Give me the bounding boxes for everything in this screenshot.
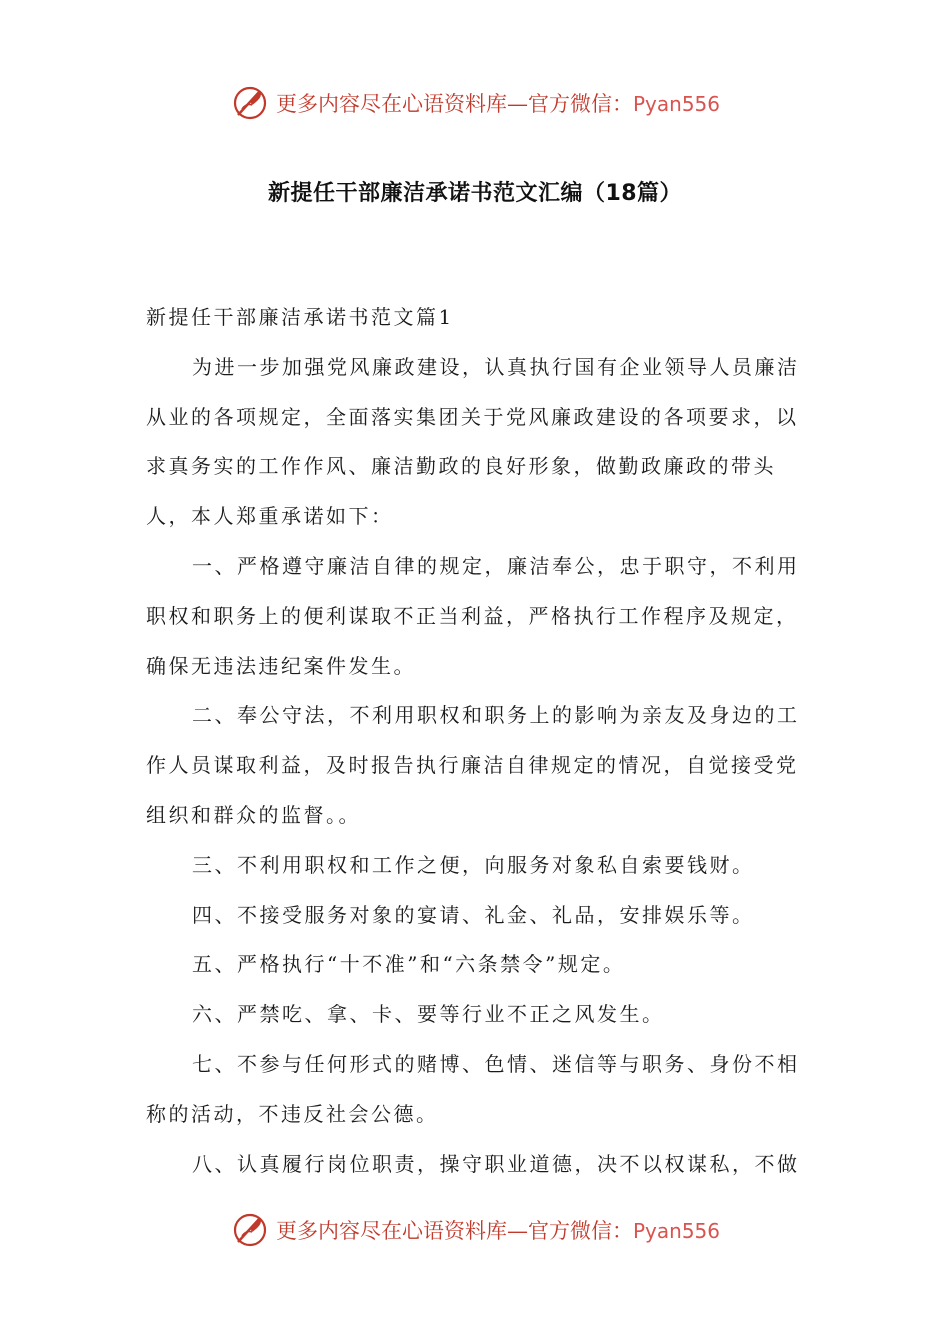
quill-pen-logo-icon: [230, 83, 270, 123]
paragraph-item-3: 三、不利用职权和工作之便，向服务对象私自索要钱财。: [192, 852, 755, 877]
quill-pen-logo-icon: [230, 1210, 270, 1250]
paragraph-item-1: 一、严格遵守廉洁自律的规定，廉洁奉公，忠于职守，不利用职权和职务上的便利谋取不正当利益，严格执行工作程序及规定，确保无违法违纪案件发生。: [146, 553, 800, 678]
watermark-banner-top: [0, 78, 950, 128]
section-heading: 新提任干部廉洁承诺书范文篇1: [146, 305, 454, 329]
paragraph-item-8: 八、认真履行岗位职责，操守职业道德，决不以权谋私，不做: [192, 1151, 800, 1176]
watermark-text: [276, 1215, 720, 1245]
watermark-slogan: 更多内容尽在心语资料库: [275, 92, 507, 116]
paragraph-item-4: 四、不接受服务对象的宴请、礼金、礼品，安排娱乐等。: [192, 902, 755, 927]
paragraph-intro: 为进一步加强党风廉政建设，认真执行国有企业领导人员廉洁从业的各项规定，全面落实集团关于党风廉政建设的各项要求，以求真务实的工作作风、廉洁勤政的良好形象，做勤政廉政的带头人，本人郑重承诺如下：: [146, 354, 800, 529]
paragraph-item-5: 五、严格执行“十不准”和“六条禁令”规定。: [192, 952, 626, 977]
watermark-wechat-id: Pyan556: [632, 1219, 720, 1243]
paragraph-item-6: 六、严禁吃、拿、卡、要等行业不正之风发生。: [192, 1002, 665, 1027]
watermark-dash: —: [506, 1219, 528, 1243]
watermark-wechat-id: Pyan556: [632, 92, 720, 116]
document-body: [146, 293, 810, 1189]
watermark-wechat-label: 官方微信：: [527, 1219, 633, 1243]
watermark-wechat-label: 官方微信：: [527, 92, 633, 116]
watermark-text: [276, 88, 720, 118]
watermark-dash: —: [506, 92, 528, 116]
document-title: 新提任干部廉洁承诺书范文汇编（18篇）: [267, 181, 683, 206]
paragraph-item-7: 七、不参与任何形式的赌博、色情、迷信等与职务、身份不相称的活动，不违反社会公德。: [146, 1051, 800, 1126]
watermark-banner-bottom: [0, 1205, 950, 1255]
watermark-slogan: 更多内容尽在心语资料库: [275, 1219, 507, 1243]
paragraph-item-2: 二、奉公守法，不利用职权和职务上的影响为亲友及身边的工作人员谋取利益，及时报告执行廉洁自律规定的情况，自觉接受党组织和群众的监督。。: [146, 703, 800, 827]
